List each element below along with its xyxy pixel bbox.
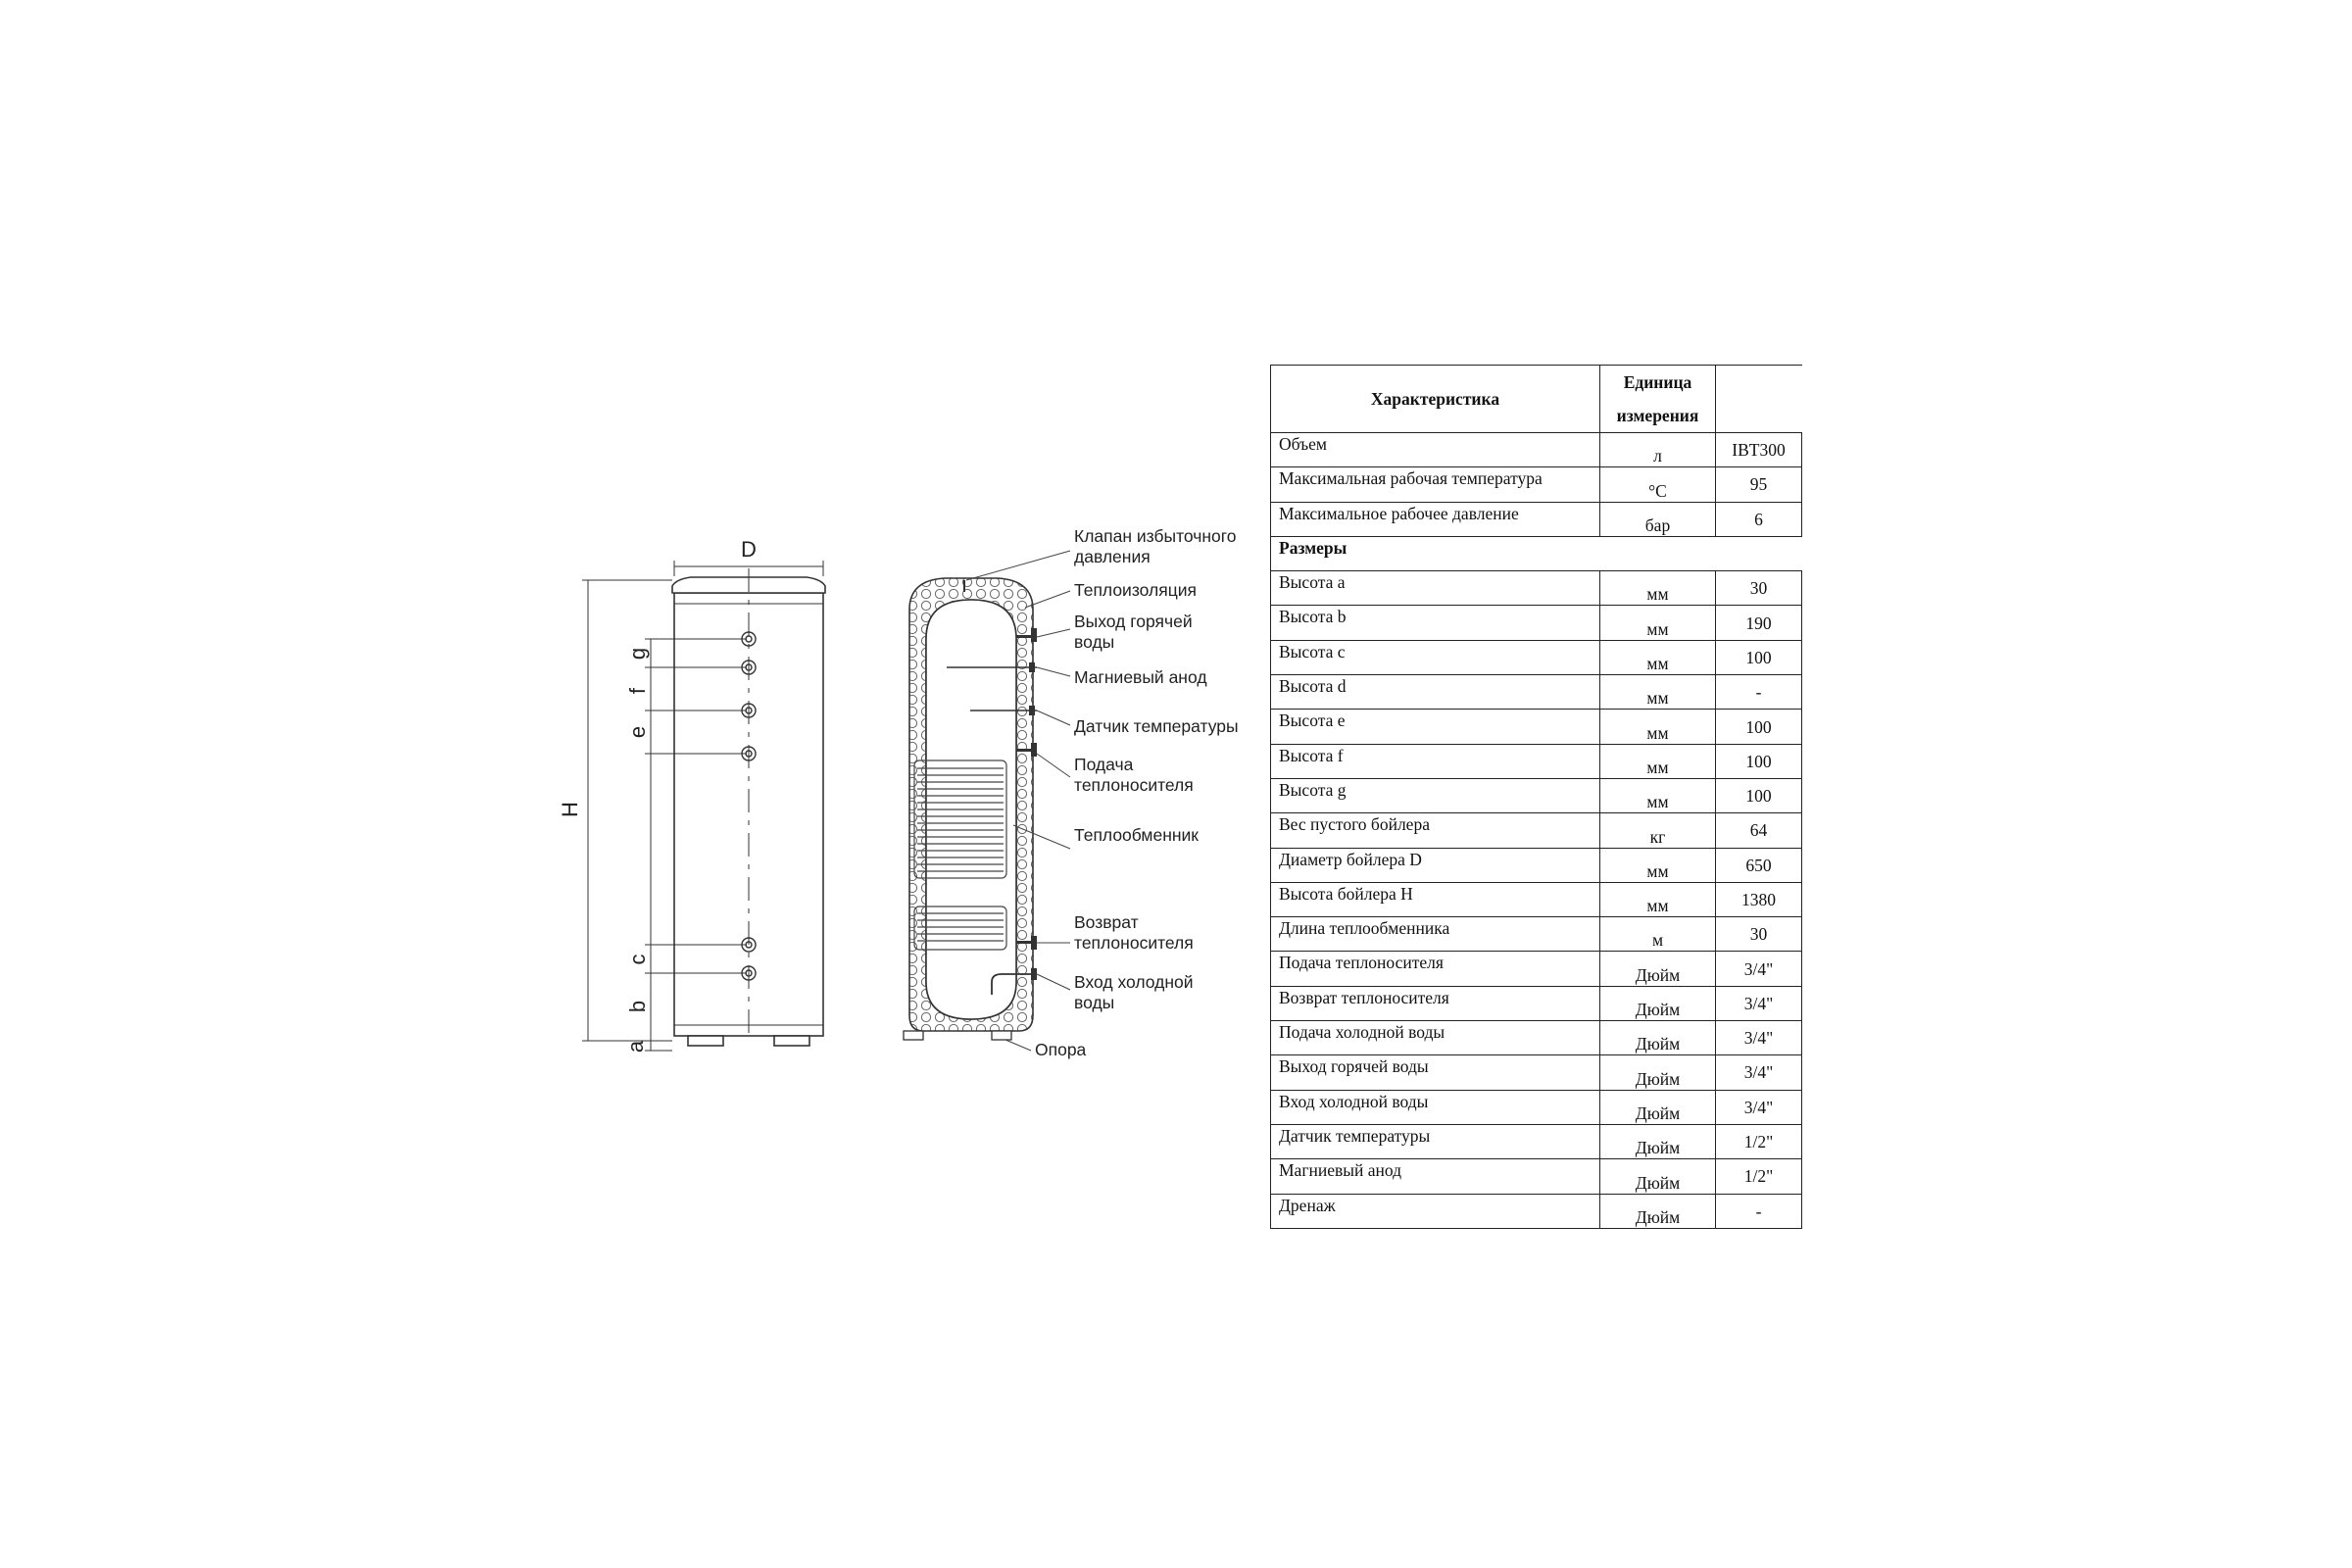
- spec-row: [1271, 952, 1802, 986]
- param-unit: мм: [1600, 882, 1716, 916]
- param-unit: Дюйм: [1600, 1159, 1716, 1194]
- param-value: 30: [1716, 917, 1802, 952]
- callout-heat-exchanger: Теплообменник: [1074, 825, 1199, 845]
- param-name: Длина теплообменника: [1271, 917, 1600, 952]
- param-name: Высота b: [1271, 606, 1600, 640]
- param-unit: Дюйм: [1600, 952, 1716, 986]
- spec-row: [1271, 502, 1802, 536]
- param-unit: мм: [1600, 571, 1716, 606]
- param-name: Возврат теплоносителя: [1271, 986, 1600, 1020]
- param-value: 1380: [1716, 882, 1802, 916]
- tank-foot-left: [688, 1036, 723, 1046]
- spec-row: [1271, 1194, 1802, 1228]
- spec-row: [1271, 848, 1802, 882]
- param-name: Высота d: [1271, 675, 1600, 710]
- spec-section-row: [1271, 536, 1802, 570]
- param-value: 190: [1716, 606, 1802, 640]
- param-value: 3/4": [1716, 1055, 1802, 1090]
- spec-row: [1271, 986, 1802, 1020]
- callout-heat-carrier-supply: Подача теплоносителя: [1074, 755, 1194, 795]
- param-value: -: [1716, 1194, 1802, 1228]
- callout-cold-water-inlet: Вход холодной воды: [1074, 972, 1194, 1012]
- callout-insulation: Теплоизоляция: [1074, 580, 1197, 600]
- param-value: 95: [1716, 467, 1802, 502]
- param-name: Объем: [1271, 433, 1600, 467]
- param-unit: Дюйм: [1600, 1021, 1716, 1055]
- param-unit: мм: [1600, 710, 1716, 744]
- callout-support: Опора: [1035, 1040, 1087, 1059]
- param-name: Высота g: [1271, 778, 1600, 812]
- callout-hot-water-outlet: Выход горячей воды: [1074, 612, 1193, 652]
- dim-label-h: H: [558, 802, 582, 817]
- spec-row: [1271, 433, 1802, 467]
- dim-label-a: a: [623, 1040, 648, 1054]
- outer-view: [582, 561, 825, 1054]
- param-value: 3/4": [1716, 952, 1802, 986]
- dim-label-c: c: [625, 954, 650, 965]
- spec-row: [1271, 1159, 1802, 1194]
- dim-label-d: D: [741, 537, 757, 562]
- spec-row: [1271, 606, 1802, 640]
- spec-row: [1271, 640, 1802, 674]
- spec-row: [1271, 467, 1802, 502]
- dim-label-e: e: [625, 725, 650, 739]
- param-name: Вход холодной воды: [1271, 1090, 1600, 1124]
- callout-heat-carrier-return: Возврат теплоносителя: [1074, 912, 1194, 953]
- section-view: [904, 526, 1239, 1059]
- param-name: Высота a: [1271, 571, 1600, 606]
- param-unit: Дюйм: [1600, 1055, 1716, 1090]
- param-value: 3/4": [1716, 986, 1802, 1020]
- spec-table: [1270, 365, 1802, 1229]
- param-value: 1/2": [1716, 1124, 1802, 1158]
- param-unit: Дюйм: [1600, 1090, 1716, 1124]
- param-unit: кг: [1600, 813, 1716, 848]
- param-name: Высота бойлера H: [1271, 882, 1600, 916]
- param-name: Максимальная рабочая температура: [1271, 467, 1600, 502]
- spec-row: [1271, 882, 1802, 916]
- spec-row: [1271, 813, 1802, 848]
- header-characteristic: Характеристика: [1271, 366, 1600, 433]
- param-value: 6: [1716, 502, 1802, 536]
- tank-foot-right: [774, 1036, 809, 1046]
- support-foot-right: [992, 1031, 1011, 1040]
- param-unit: м: [1600, 917, 1716, 952]
- spec-header-row: [1271, 366, 1802, 433]
- param-unit: Дюйм: [1600, 986, 1716, 1020]
- param-name: Высота c: [1271, 640, 1600, 674]
- param-name: Дренаж: [1271, 1194, 1600, 1228]
- param-name: Высота e: [1271, 710, 1600, 744]
- param-value: IBT300: [1716, 433, 1802, 467]
- param-unit: Дюйм: [1600, 1124, 1716, 1158]
- param-name: Подача холодной воды: [1271, 1021, 1600, 1055]
- param-unit: °C: [1600, 467, 1716, 502]
- callout-magnesium-anode: Магниевый анод: [1074, 667, 1207, 687]
- param-unit: бар: [1600, 502, 1716, 536]
- param-value: 100: [1716, 640, 1802, 674]
- header-unit: Единица измерения: [1600, 366, 1716, 433]
- spec-row: [1271, 1055, 1802, 1090]
- param-unit: л: [1600, 433, 1716, 467]
- param-value: 64: [1716, 813, 1802, 848]
- spec-row: [1271, 778, 1802, 812]
- spec-row: [1271, 1124, 1802, 1158]
- header-model: [1716, 366, 1802, 433]
- param-value: -: [1716, 675, 1802, 710]
- callout-relief-valve: Клапан избыточного давления: [1074, 526, 1237, 566]
- param-value: 100: [1716, 778, 1802, 812]
- spec-row: [1271, 571, 1802, 606]
- support-foot-left: [904, 1031, 923, 1040]
- param-name: Вес пустого бойлера: [1271, 813, 1600, 848]
- param-value: 1/2": [1716, 1159, 1802, 1194]
- spec-row: [1271, 917, 1802, 952]
- param-unit: мм: [1600, 744, 1716, 778]
- param-value: 100: [1716, 710, 1802, 744]
- param-unit: мм: [1600, 606, 1716, 640]
- param-unit: мм: [1600, 640, 1716, 674]
- param-name: Диаметр бойлера D: [1271, 848, 1600, 882]
- param-value: 3/4": [1716, 1090, 1802, 1124]
- param-unit: Дюйм: [1600, 1194, 1716, 1228]
- spec-row: [1271, 675, 1802, 710]
- param-name: Датчик температуры: [1271, 1124, 1600, 1158]
- dim-label-g: g: [625, 647, 650, 661]
- param-name: Выход горячей воды: [1271, 1055, 1600, 1090]
- callout-temperature-sensor: Датчик температуры: [1074, 716, 1239, 736]
- spec-row: [1271, 1090, 1802, 1124]
- spec-row: [1271, 744, 1802, 778]
- param-value: 100: [1716, 744, 1802, 778]
- param-name: Максимальное рабочее давление: [1271, 502, 1600, 536]
- param-name: Высота f: [1271, 744, 1600, 778]
- param-unit: мм: [1600, 778, 1716, 812]
- param-name: Магниевый анод: [1271, 1159, 1600, 1194]
- param-value: 650: [1716, 848, 1802, 882]
- dim-label-f: f: [625, 687, 650, 695]
- param-unit: мм: [1600, 848, 1716, 882]
- spec-row: [1271, 710, 1802, 744]
- section-title: Размеры: [1271, 536, 1802, 570]
- param-name: Подача теплоносителя: [1271, 952, 1600, 986]
- dim-label-b: b: [625, 1000, 650, 1013]
- callout-labels: [1035, 526, 1239, 1059]
- spec-row: [1271, 1021, 1802, 1055]
- param-unit: мм: [1600, 675, 1716, 710]
- param-value: 30: [1716, 571, 1802, 606]
- param-value: 3/4": [1716, 1021, 1802, 1055]
